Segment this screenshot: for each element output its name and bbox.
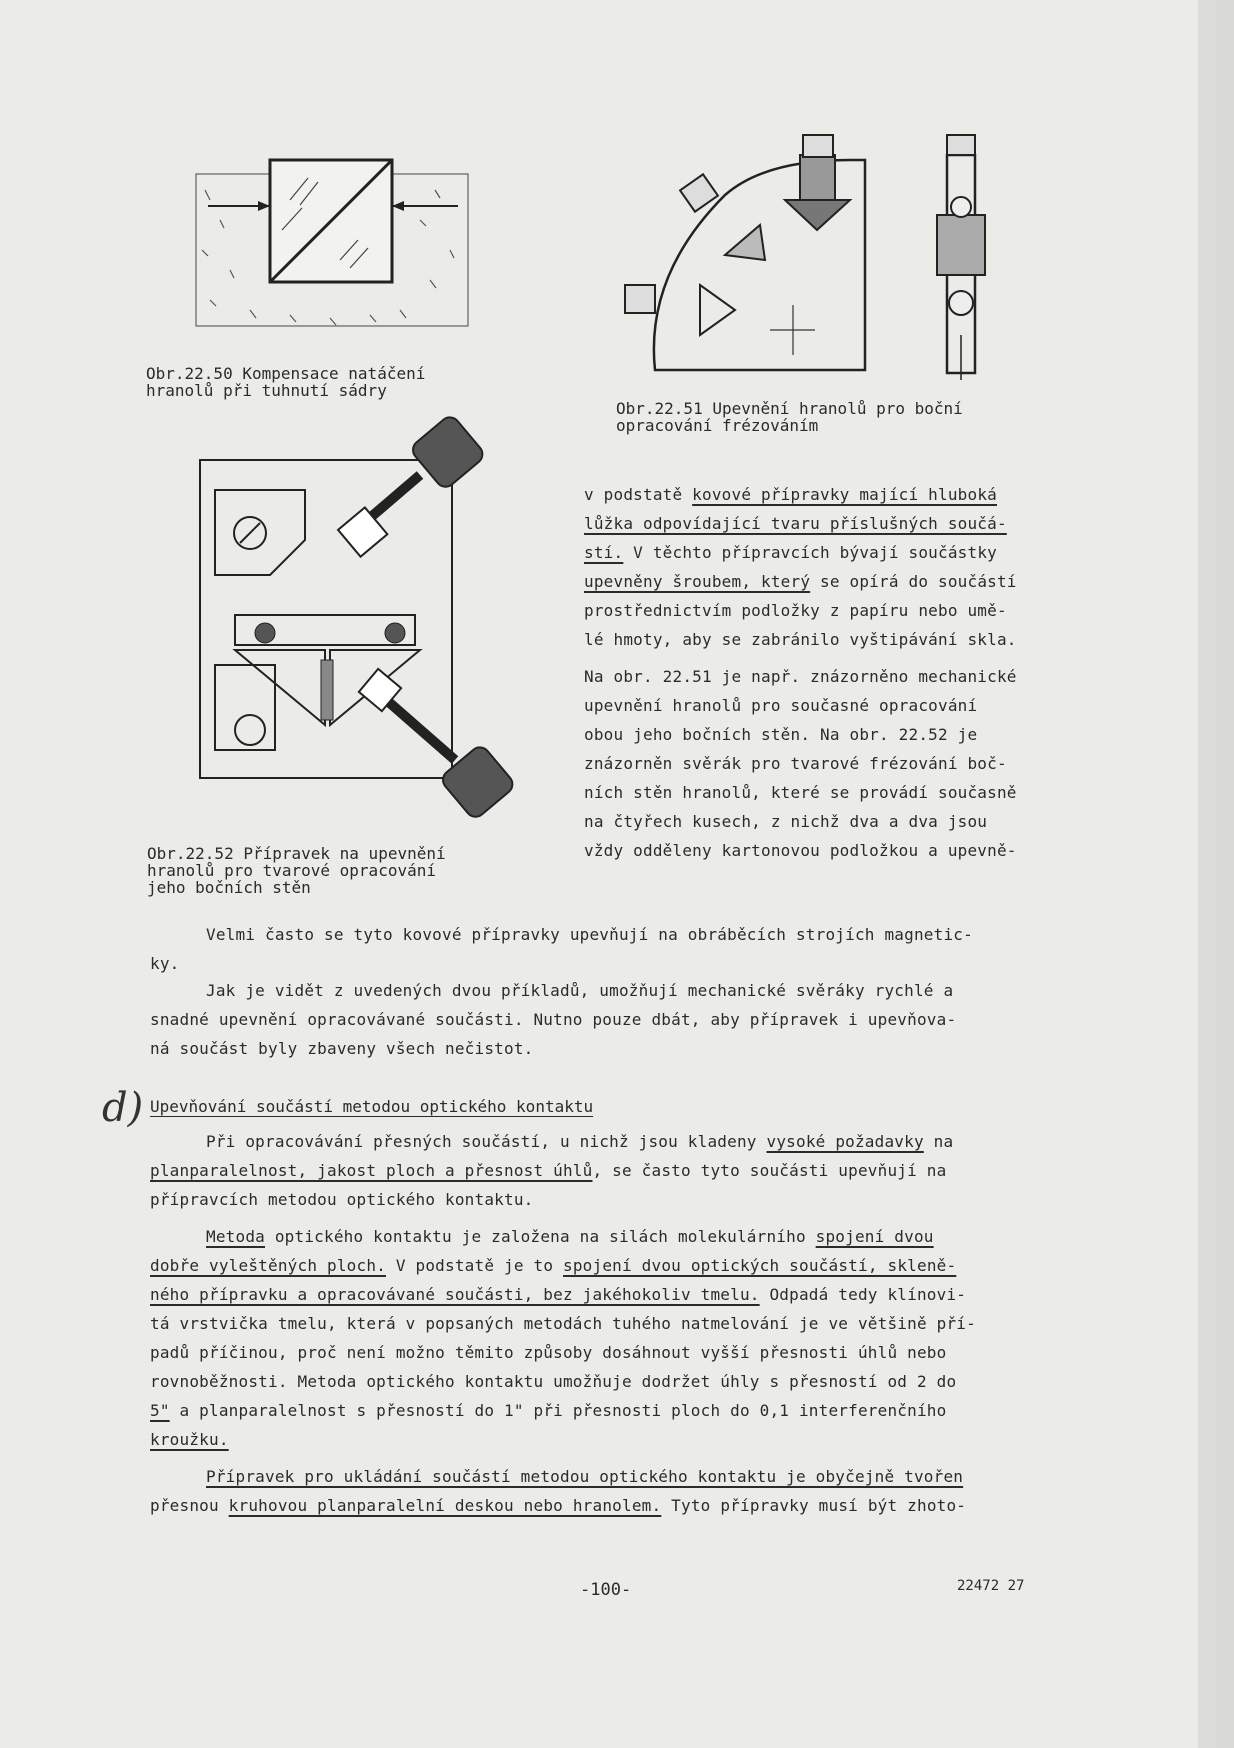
text-line: vždy odděleny kartonovou podložkou a upevně-: [584, 841, 1017, 860]
paragraph-examples: [150, 976, 1090, 1063]
text-line: obou jeho bočních stěn. Na obr. 22.52 je: [584, 725, 978, 744]
text-line: lůžka odpovídající tvaru příslušných součá-: [584, 514, 1007, 533]
text-line: upevnění hranolů pro současné opracování: [584, 696, 978, 715]
document-number: 22472 27: [957, 1578, 1025, 1594]
text-line: stí. V těchto přípravcích bývají součástky: [584, 543, 997, 562]
paragraph-magnetic: [150, 920, 1090, 978]
text-line: rovnoběžnosti. Metoda optického kontaktu umožňuje dodržet úhly s přesností od 2 do: [150, 1372, 957, 1391]
text-line: Přípravek pro ukládání součástí metodou optického kontaktu je obyčejně tvořen: [206, 1467, 964, 1486]
right-column-paragraph: [584, 480, 1084, 654]
text-line: na čtyřech kusech, z nichž dva a dva jsou: [584, 812, 988, 831]
text-line: znázorněn svěrák pro tvarové frézování boč-: [584, 754, 1007, 773]
text-line: lé hmoty, aby se zabránilo vyštipávání skla.: [584, 630, 1017, 649]
figure-22-50-caption: Obr.22.50 Kompensace natáčení hranolů při tuhnutí sádry: [146, 364, 426, 400]
text-line: dobře vyleštěných ploch. V podstatě je to spojení dvou optických součástí, skleně-: [150, 1256, 957, 1275]
figure-22-50-illustration: [190, 160, 480, 335]
text-line: 5" a planparalelnost s přesností do 1" při přesnosti ploch do 0,1 interferenčního: [150, 1401, 947, 1420]
text-line: Jak je vidět z uvedených dvou příkladů, umožňují mechanické svěráky rychlé a: [206, 981, 954, 1000]
text-line: padů příčinou, proč není možno těmito způsoby dosáhnout vyšší přesnosti úhlů nebo: [150, 1343, 947, 1362]
figure-22-51-illustration: [615, 135, 1005, 380]
text-line: ky.: [150, 954, 180, 973]
text-line: tá vrstvička tmelu, která v popsaných metodách tuhého natmelování je ve většině pří-: [150, 1314, 976, 1333]
text-line: planparalelnost, jakost ploch a přesnost úhlů, se často tyto součásti upevňují na: [150, 1161, 947, 1180]
text-line: Metoda optického kontaktu je založena na silách molekulárního spojení dvou: [206, 1227, 934, 1246]
figure-22-52-illustration: [195, 425, 515, 815]
text-line: Při opracovávání přesných součástí, u nichž jsou kladeny vysoké požadavky na: [206, 1132, 954, 1151]
text-line: snadné upevnění opracovávané součásti. Nutno pouze dbát, aby přípravek i upevňova-: [150, 1010, 957, 1029]
text-line: prostřednictvím podložky z papíru nebo umě-: [584, 601, 1007, 620]
handwritten-section-mark: d): [102, 1085, 144, 1131]
page-edge: [1198, 0, 1216, 1748]
text-line: ních stěn hranolů, které se provádí současně: [584, 783, 1017, 802]
text-line: ná součást byly zbaveny všech nečistot.: [150, 1039, 534, 1058]
text-line: přípravcích metodou optického kontaktu.: [150, 1190, 534, 1209]
paragraph-precision: [150, 1127, 1090, 1214]
paragraph-fixture: [150, 1462, 1090, 1520]
text-line: přesnou kruhovou planparalelní deskou nebo hranolem. Tyto přípravky musí být zhoto-: [150, 1496, 967, 1515]
paragraph-optical-contact: [150, 1222, 1090, 1454]
section-heading: Upevňování součástí metodou optického kontaktu: [150, 1097, 594, 1116]
right-column-paragraph-2: [584, 662, 1084, 865]
text-line: ného přípravku a opracovávané součásti, bez jakéhokoliv tmelu. Odpadá tedy klínovi-: [150, 1285, 967, 1304]
page-number: -100-: [580, 1580, 632, 1600]
text-line: kroužku.: [150, 1430, 229, 1449]
text-line: v podstatě kovové přípravky mající hluboká: [584, 485, 997, 504]
text-line: upevněny šroubem, který se opírá do součástí: [584, 572, 1017, 591]
figure-22-52-caption: Obr.22.52 Přípravek na upevnění hranolů pro tvarové opracování jeho bočních stěn: [147, 844, 446, 897]
text-line: Velmi často se tyto kovové přípravky upevňují na obráběcích strojích magnetic-: [206, 925, 973, 944]
figure-22-51-caption: Obr.22.51 Upevnění hranolů pro boční opracování frézováním: [616, 399, 963, 435]
text-line: Na obr. 22.51 je např. znázorněno mechanické: [584, 667, 1017, 686]
